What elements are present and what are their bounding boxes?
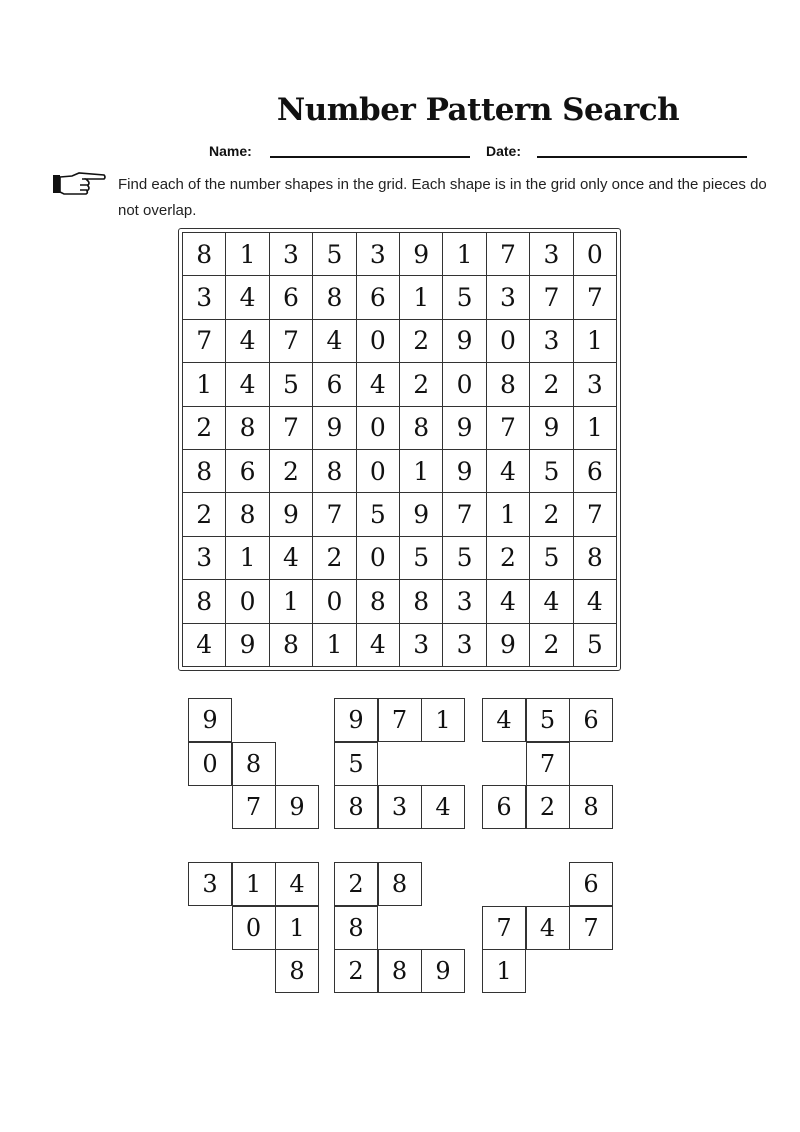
grid-cell: 0: [226, 580, 269, 623]
grid-cell: 3: [487, 276, 530, 319]
shape-cell: 4: [275, 862, 319, 906]
shape-cell: 4: [482, 698, 526, 742]
grid-cell: 1: [443, 233, 486, 276]
grid-cell: 1: [183, 363, 226, 406]
grid-cell: 5: [357, 493, 400, 536]
grid-cell: 6: [226, 450, 269, 493]
grid-cell: 8: [226, 493, 269, 536]
grid-cell: 4: [487, 450, 530, 493]
shape-cell: 6: [569, 862, 613, 906]
shape-cell: 2: [334, 862, 378, 906]
grid-cell: 7: [487, 233, 530, 276]
grid-cell: 8: [400, 580, 443, 623]
grid-cell: 8: [574, 537, 617, 580]
grid-cell: 1: [400, 276, 443, 319]
grid-cell: 5: [313, 233, 356, 276]
shape-cell: 7: [232, 785, 276, 829]
grid-cell: 8: [400, 407, 443, 450]
grid-cell: 9: [400, 233, 443, 276]
grid-cell: 4: [530, 580, 573, 623]
grid-cell: 5: [530, 537, 573, 580]
shape-cell: 5: [334, 742, 378, 786]
grid-cell: 5: [400, 537, 443, 580]
grid-cell: 9: [270, 493, 313, 536]
grid-cell: 3: [443, 624, 486, 667]
grid-cell: 1: [574, 320, 617, 363]
shape-cell: 3: [188, 862, 232, 906]
grid-cell: 1: [270, 580, 313, 623]
grid-cell: 3: [183, 276, 226, 319]
grid-cell: 5: [443, 537, 486, 580]
grid-cell: 4: [574, 580, 617, 623]
grid-cell: 4: [357, 624, 400, 667]
name-line[interactable]: [270, 156, 470, 158]
grid-cell: 1: [400, 450, 443, 493]
grid-cell: 8: [183, 450, 226, 493]
grid-cell: 4: [226, 363, 269, 406]
shape-cell: 2: [526, 785, 570, 829]
grid-cell: 1: [487, 493, 530, 536]
grid-cell: 9: [400, 493, 443, 536]
grid-cell: 7: [270, 320, 313, 363]
grid-cell: 8: [183, 580, 226, 623]
grid-cell: 8: [226, 407, 269, 450]
grid-cell: 3: [400, 624, 443, 667]
grid-cell: 6: [574, 450, 617, 493]
grid-cell: 9: [530, 407, 573, 450]
grid-cell: 4: [183, 624, 226, 667]
grid-cell: 7: [313, 493, 356, 536]
shape-cell: 9: [334, 698, 378, 742]
grid-cell: 7: [270, 407, 313, 450]
grid-cell: 5: [574, 624, 617, 667]
shape-cell: 2: [334, 949, 378, 993]
shape-cell: 9: [421, 949, 465, 993]
grid-cell: 6: [313, 363, 356, 406]
grid-cell: 1: [226, 233, 269, 276]
grid-cell: 7: [530, 276, 573, 319]
shape-cell: 9: [188, 698, 232, 742]
grid-cell: 4: [270, 537, 313, 580]
grid-cell: 4: [313, 320, 356, 363]
shape-cell: 1: [482, 949, 526, 993]
grid-cell: 0: [574, 233, 617, 276]
grid-cell: 2: [530, 624, 573, 667]
grid-cell: 0: [443, 363, 486, 406]
grid-cell: 3: [270, 233, 313, 276]
grid-cell: 8: [270, 624, 313, 667]
grid-cell: 0: [357, 537, 400, 580]
shape-cell: 8: [378, 949, 422, 993]
grid-cell: 9: [226, 624, 269, 667]
number-grid-frame: [178, 228, 621, 671]
grid-cell: 0: [357, 450, 400, 493]
grid-cell: 0: [357, 320, 400, 363]
grid-cell: 2: [313, 537, 356, 580]
grid-cell: 1: [226, 537, 269, 580]
grid-cell: 8: [313, 450, 356, 493]
date-line[interactable]: [537, 156, 747, 158]
grid-cell: 0: [313, 580, 356, 623]
shape-cell: 8: [334, 906, 378, 950]
grid-cell: 7: [487, 407, 530, 450]
shape-cell: 1: [421, 698, 465, 742]
name-label: Name:: [209, 143, 252, 159]
grid-cell: 1: [574, 407, 617, 450]
grid-cell: 0: [357, 407, 400, 450]
grid-cell: 3: [357, 233, 400, 276]
grid-cell: 2: [270, 450, 313, 493]
grid-cell: 5: [270, 363, 313, 406]
shape-cell: 7: [526, 742, 570, 786]
grid-cell: 0: [487, 320, 530, 363]
shape-cell: 8: [275, 949, 319, 993]
grid-cell: 7: [574, 493, 617, 536]
grid-cell: 2: [530, 363, 573, 406]
grid-cell: 4: [487, 580, 530, 623]
shape-cell: 4: [526, 906, 570, 950]
pointing-hand-icon: [52, 171, 106, 197]
shape-cell: 3: [378, 785, 422, 829]
grid-cell: 9: [487, 624, 530, 667]
grid-cell: 2: [183, 407, 226, 450]
grid-cell: 9: [313, 407, 356, 450]
grid-cell: 8: [183, 233, 226, 276]
grid-cell: 4: [357, 363, 400, 406]
shape-cell: 4: [421, 785, 465, 829]
grid-cell: 9: [443, 407, 486, 450]
grid-cell: 2: [183, 493, 226, 536]
shape-cell: 8: [334, 785, 378, 829]
grid-cell: 2: [400, 320, 443, 363]
grid-cell: 6: [270, 276, 313, 319]
shape-cell: 8: [378, 862, 422, 906]
shape-cell: 6: [482, 785, 526, 829]
grid-cell: 9: [443, 320, 486, 363]
grid-cell: 8: [313, 276, 356, 319]
shape-cell: 8: [232, 742, 276, 786]
grid-cell: 8: [357, 580, 400, 623]
grid-cell: 3: [530, 320, 573, 363]
shape-cell: 1: [232, 862, 276, 906]
date-label: Date:: [486, 143, 522, 159]
shape-cell: 9: [275, 785, 319, 829]
shape-cell: 1: [275, 906, 319, 950]
shape-cell: 8: [569, 785, 613, 829]
shape-cell: 0: [232, 906, 276, 950]
shape-cell: 7: [378, 698, 422, 742]
grid-cell: 4: [226, 320, 269, 363]
grid-cell: 5: [530, 450, 573, 493]
grid-cell: 7: [443, 493, 486, 536]
grid-cell: 4: [226, 276, 269, 319]
shape-cell: 0: [188, 742, 232, 786]
grid-cell: 3: [574, 363, 617, 406]
grid-cell: 2: [530, 493, 573, 536]
instructions-text: Find each of the number shapes in the grid. Each shape is in the grid only once and the pieces do not overlap.: [118, 176, 767, 219]
grid-cell: 7: [183, 320, 226, 363]
grid-cell: 1: [313, 624, 356, 667]
shape-cell: 5: [526, 698, 570, 742]
page-title: Number Pattern Search: [276, 92, 680, 128]
grid-cell: 3: [183, 537, 226, 580]
shape-cell: 7: [569, 906, 613, 950]
number-grid: [182, 232, 617, 667]
grid-cell: 2: [400, 363, 443, 406]
grid-cell: 3: [530, 233, 573, 276]
grid-cell: 6: [357, 276, 400, 319]
grid-cell: 8: [487, 363, 530, 406]
grid-cell: 9: [443, 450, 486, 493]
shape-cell: 6: [569, 698, 613, 742]
grid-cell: 3: [443, 580, 486, 623]
grid-cell: 2: [487, 537, 530, 580]
shape-cell: 7: [482, 906, 526, 950]
grid-cell: 5: [443, 276, 486, 319]
grid-cell: 7: [574, 276, 617, 319]
